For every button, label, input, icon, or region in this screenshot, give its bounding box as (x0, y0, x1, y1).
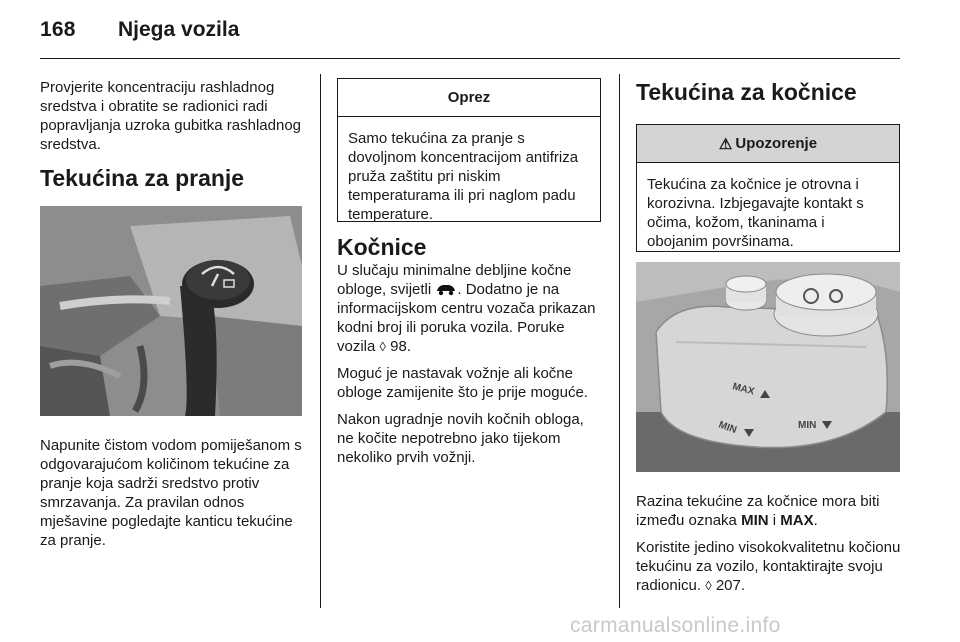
brake-reservoir-illustration (636, 262, 900, 472)
column-divider-left (320, 74, 321, 608)
caution-title: Oprez (338, 79, 600, 117)
page-number: 168 (40, 18, 76, 41)
column-divider-right (619, 74, 620, 608)
watermark: carmanualsonline.info (570, 614, 781, 637)
intro-paragraph: Provjerite koncentraciju rashladnog sredstva i obratite se radionici radi popravljanja uzroka gubitka rashladnog sredstva. (40, 79, 302, 153)
reference-207[interactable]: 207. (715, 577, 746, 594)
reference-98[interactable]: 98. (390, 338, 411, 355)
brake-fluid-heading: Tekućina za kočnice (636, 79, 857, 105)
brake-pad-warning-icon (435, 282, 457, 296)
chapter-title: Njega vozila (118, 18, 240, 41)
column-right (636, 78, 902, 603)
warning-triangle-icon: ⚠ (718, 135, 733, 153)
page-header (40, 18, 900, 44)
min-mark-label-2: MIN (798, 420, 817, 431)
brake-fluid-reservoir-photo (636, 262, 900, 472)
brakes-heading: Kočnice (337, 234, 427, 260)
brakes-paragraph-2: Moguć je nastavak vožnje ali kočne obloge zamijenite što je prije moguće. (337, 365, 588, 401)
washer-fluid-heading: Tekućina za pranje (40, 165, 245, 191)
reference-arrow-icon: ◊ (379, 339, 386, 354)
washer-fluid-paragraph: Napunite čistom vodom pomiješanom s odgovarajućom količinom tekućine za pranje koja sadrži sredstvo protiv smrzavanja. Za pravilan odnos mješavine pogledajte kanticu tekućine za pranje. (40, 437, 302, 549)
caution-box (337, 78, 601, 222)
warning-header (637, 125, 899, 163)
warning-text: Tekućina za kočnice je otrovna i korozivna. Izbjegavajte kontakt s očima, kožom, tkaninama i obojanim površinama. (647, 176, 864, 250)
warning-title: Upozorenje (735, 135, 818, 152)
max-mark-label: MAX (731, 381, 756, 398)
min-mark-label-1: MIN (716, 419, 738, 437)
header-rule (40, 58, 900, 59)
caution-text: Samo tekućina za pranje s dovoljnom koncentracijom antifriza pruža zaštitu pri niskim temperaturama ili pri naglom padu temperature. (348, 130, 579, 223)
washer-reservoir-photo (40, 206, 302, 416)
brake-fluid-paragraph-2: Koristite jedino visokokvalitetnu kočionu tekućinu za vozilo, kontaktirajte svoju radionicu. ◊ 207. (636, 539, 901, 594)
brake-fluid-paragraph-1: Razina tekućine za kočnice mora biti između oznaka MIN i MAX. (636, 493, 880, 529)
washer-reservoir-illustration (40, 206, 302, 416)
brakes-paragraph-3: Nakon ugradnje novih kočnih obloga, ne kočite nepotrebno jako tijekom nekoliko prvih vožnji. (337, 411, 584, 466)
column-middle (337, 78, 603, 475)
brakes-paragraph-1: U slučaju minimalne debljine kočne obloge, svijetli . Dodatno je na informacijskom centru vozača prikazan kodni broj ili poruka vozila. Poruke vozila ◊ 98. (337, 262, 596, 355)
reference-arrow-icon: ◊ (705, 578, 712, 593)
warning-box (636, 124, 900, 252)
column-left (40, 78, 306, 558)
